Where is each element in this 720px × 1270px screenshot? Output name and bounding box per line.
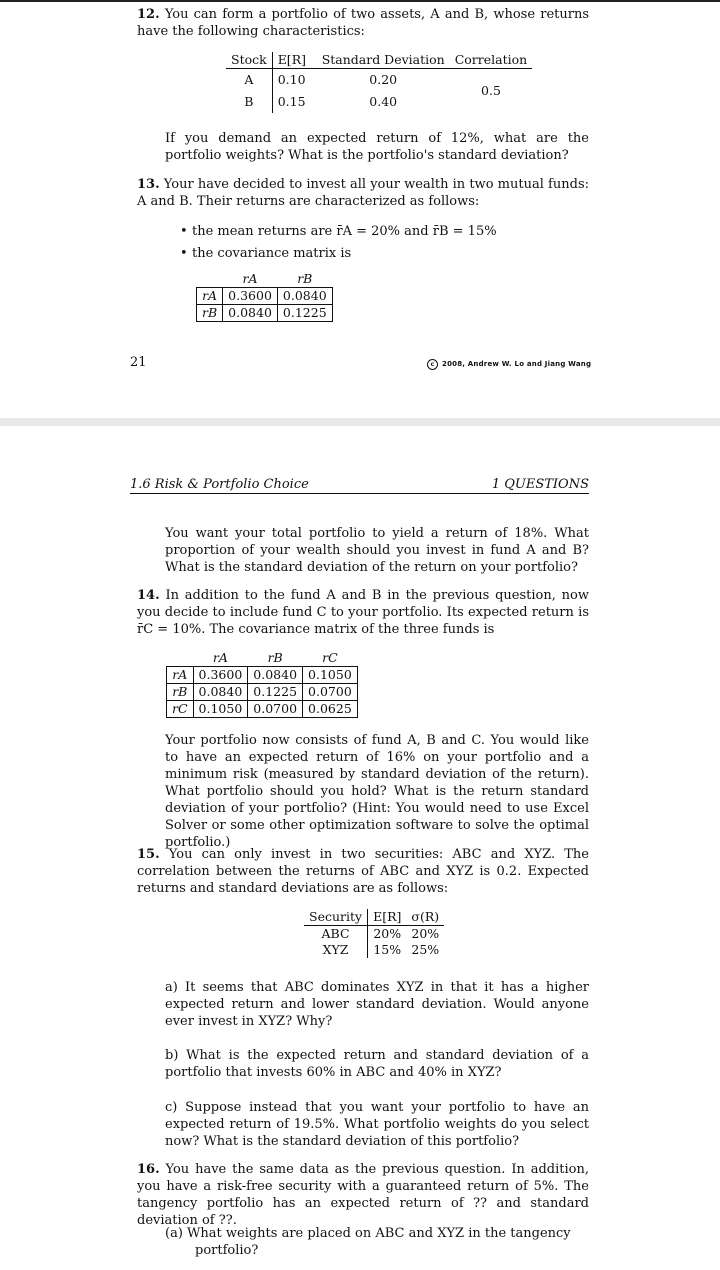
question-text: You can form a portfolio of two assets, A and B, whose returns have the following characteristics: [137, 7, 589, 39]
running-header-left: 1.6 Risk & Portfolio Choice [130, 477, 309, 492]
row-label: rA [197, 288, 223, 305]
col-label: rC [303, 650, 358, 667]
question-15c: c) Suppose instead that you want your portfolio to have an expected return of 19.5%. What portfolio weights do you select now? What is the standard deviation of this portfolio? [165, 1100, 589, 1149]
question-14-followup: Your portfolio now consists of fund A, B and C. You would like to have an expected return of 16% on your portfolio and a minimum risk (measured by standard deviation of the return). What portfolio should you hold? What is the return standard deviation of your portfolio? (Hint: You would need to use Excel Solver or some other optimization software to solve the optimal portfolio.) [165, 733, 589, 850]
header-sd: Standard Deviation [317, 52, 450, 69]
running-header-right: 1 QUESTIONS [491, 477, 589, 492]
copyright [427, 356, 591, 373]
cell: 0.0700 [303, 684, 358, 701]
question-15b: b) What is the expected return and standard deviation of a portfolio that invests 60% in ABC and 40% in XYZ? [165, 1048, 589, 1080]
cell: 0.3600 [223, 288, 278, 305]
col-label: rA [223, 271, 278, 288]
stock-table [226, 52, 532, 113]
cell: 0.0840 [277, 288, 332, 305]
header-rule [130, 493, 589, 494]
question-number: 13. [137, 177, 160, 192]
cell: 0.1225 [248, 684, 303, 701]
page-2 [0, 430, 720, 1270]
question-text: You have the same data as the previous question. In addition, you have a risk-free security with a guaranteed return of 5%. The tangency portfolio has an expected return of ?? and standard deviation of ??. [137, 1162, 589, 1228]
cell: B [244, 93, 254, 109]
page-1 [0, 0, 720, 410]
cell: 0.40 [369, 93, 398, 109]
security-table [304, 909, 444, 958]
cell: 0.0625 [303, 701, 358, 718]
header-er: E[R] [368, 909, 407, 926]
bullet-text: the mean returns are r̄A = 20% and r̄B = 15% [192, 224, 497, 239]
row-label: rB [197, 305, 223, 322]
question-16 [137, 1161, 589, 1229]
col-label: rB [248, 650, 303, 667]
cell: XYZ [322, 942, 349, 957]
covariance-matrix-2 [196, 271, 333, 322]
question-text: Your have decided to invest all your wealth in two mutual funds: A and B. Their returns are characterized as follows: [137, 177, 589, 209]
question-number: 14. [137, 588, 160, 603]
header-stock: Stock [226, 52, 272, 69]
cell: 25% [411, 942, 440, 957]
row-label: rB [167, 684, 194, 701]
cell: 20% [368, 926, 407, 943]
question-15 [137, 846, 589, 897]
question-number: 15. [137, 847, 160, 862]
header-corr: Correlation [450, 52, 533, 69]
row-label: rC [167, 701, 194, 718]
cell: 0.0840 [248, 667, 303, 684]
correlation-cell: 0.5 [481, 82, 501, 98]
cell: 0.0700 [248, 701, 303, 718]
header-security: Security [304, 909, 368, 926]
cell: 0.20 [369, 71, 398, 87]
question-13-continued: You want your total portfolio to yield a return of 18%. What proportion of your wealth should you invest in fund A and B? What is the standard deviation of the return on your portfolio? [165, 526, 589, 575]
bullet-text: the covariance matrix is [192, 246, 352, 261]
cell: 0.10 [272, 69, 317, 91]
covariance-matrix-3 [166, 650, 358, 718]
header-er: E[R] [272, 52, 317, 69]
cell: 0.3600 [193, 667, 248, 684]
question-text: In addition to the fund A and B in the previous question, now you decide to include fund C to your portfolio. Its expected return is r̄C = 10%. The covariance matrix of the three funds is [137, 588, 590, 637]
row-label: rA [167, 667, 194, 684]
cell: 15% [368, 942, 407, 958]
question-12 [137, 6, 589, 40]
cell: 0.1050 [193, 701, 248, 718]
question-14 [137, 587, 589, 638]
copyright-text: 2008, Andrew W. Lo and Jiang Wang [442, 360, 592, 368]
cell: 0.0840 [193, 684, 248, 701]
cell: ABC [321, 926, 350, 941]
bullet-mean-returns: • the mean returns are r̄A = 20% and r̄B = 15% [180, 224, 497, 239]
cell: 0.0840 [223, 305, 278, 322]
question-text: You can only invest in two securities: ABC and XYZ. The correlation between the returns of ABC and XYZ is 0.2. Expected returns and standard deviations are as follows: [137, 847, 589, 896]
cell: A [244, 71, 254, 87]
bullet-covariance: • the covariance matrix is [180, 246, 352, 261]
cell: 0.1050 [303, 667, 358, 684]
question-13 [137, 176, 589, 210]
header-sigma: σ(R) [406, 909, 444, 926]
page-number: 21 [130, 355, 147, 370]
question-16a: (a) What weights are placed on ABC and XYZ in the tangency portfolio? [165, 1226, 571, 1258]
question-15a: a) It seems that ABC dominates XYZ in that it has a higher expected return and lower standard deviation. Would anyone ever invest in XYZ? Why? [165, 980, 589, 1029]
col-label: rB [277, 271, 332, 288]
question-12-followup: If you demand an expected return of 12%, what are the portfolio weights? What is the portfolio's standard deviation? [165, 131, 589, 163]
cell: 20% [411, 926, 440, 941]
cell: 0.15 [272, 91, 317, 113]
question-number: 16. [137, 1162, 160, 1177]
cell: 0.1225 [277, 305, 332, 322]
page-separator [0, 418, 720, 426]
copyright-icon: c [427, 359, 438, 370]
question-number: 12. [137, 7, 160, 22]
col-label: rA [193, 650, 248, 667]
